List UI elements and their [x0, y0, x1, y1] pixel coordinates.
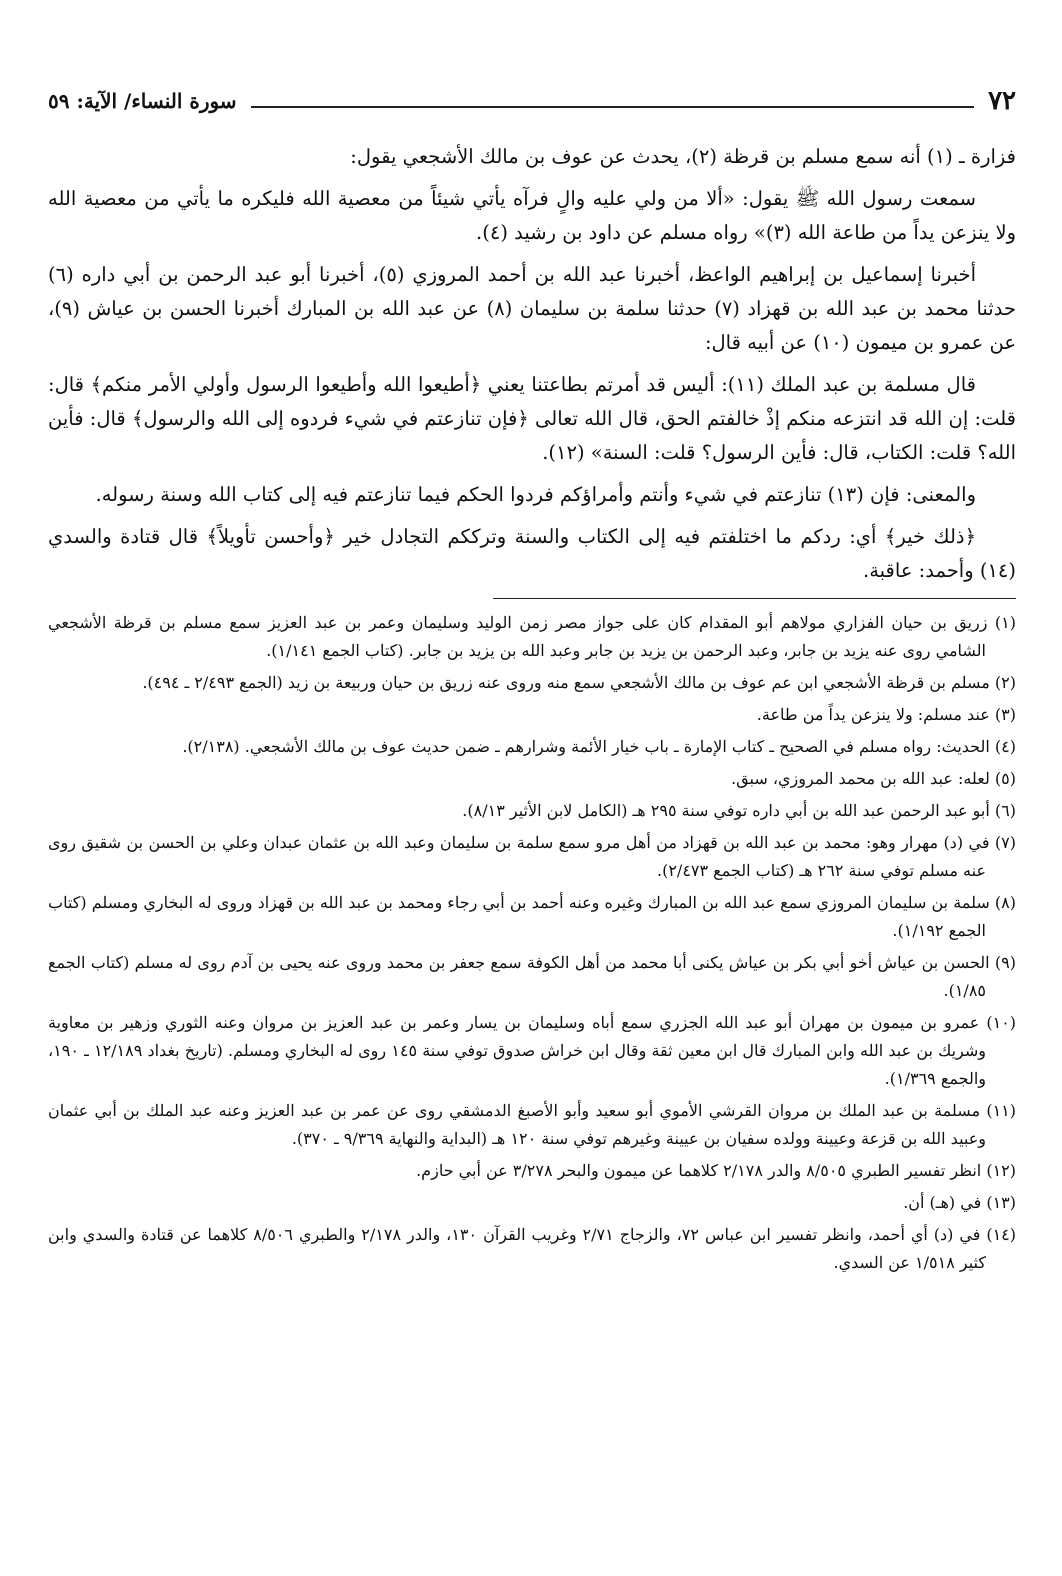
main-text — [48, 140, 1016, 588]
paragraph: والمعنى: فإن (١٣) تنازعتم في شيء وأنتم وأمراؤكم فردوا الحكم فيما تنازعتم فيه إلى كتاب الله وسنة رسوله. — [95, 483, 976, 506]
page-number: ٧٢ — [988, 86, 1016, 116]
footnote: (٣) عند مسلم: ولا ينزعن يداً من طاعة. — [756, 705, 1016, 724]
paragraph: أخبرنا إسماعيل بن إبراهيم الواعظ، أخبرنا عبد الله بن أحمد المروزي (٥)، أخبرنا أبو عبد الرحمن بن أبي داره (٦) حدثنا محمد بن عبد الله بن قهزاد (٧) حدثنا سلمة بن سليمان (٨) عن عبد الله بن المبارك أخبرنا الحسن بن عياش (٩)، عن عمرو بن ميمون (١٠) عن أبيه قال: — [48, 263, 1016, 354]
footnote: (٥) لعله: عبد الله بن محمد المروزي، سبق. — [731, 769, 1016, 788]
footnote: (١٢) انظر تفسير الطبري ٨/٥٠٥ والدر ٢/١٧٨ كلاهما عن ميمون والبحر ٣/٢٧٨ عن أبي حازم. — [416, 1161, 1016, 1180]
footnote-divider — [493, 598, 1016, 599]
footnotes — [48, 609, 1016, 1277]
footnote: (٢) مسلم بن قرظة الأشجعي ابن عم عوف بن مالك الأشجعي سمع منه وروى عنه زريق بن حيان وربيعة بن زيد (الجمع ٢/٤٩٣ ـ ٤٩٤). — [142, 673, 1016, 692]
footnote: (١٣) في (هـ) أن. — [903, 1193, 1016, 1212]
header-rule — [251, 106, 974, 108]
footnote: (١٤) في (د) أي أحمد، وانظر تفسير ابن عباس ٧٢، والزجاج ٢/٧١ وغريب القرآن ١٣٠، والدر ٢/١٧٨ والطبري ٨/٥٠٦ كلاهما عن قتادة والسدي وابن كثير ١/٥١٨ عن السدي. — [48, 1225, 1017, 1272]
footnote: (٦) أبو عبد الرحمن عبد الله بن أبي داره توفي سنة ٢٩٥ هـ (الكامل لابن الأثير ٨/١٣). — [462, 801, 1016, 820]
running-title: سورة النساء/ الآية: ٥٩ — [48, 89, 237, 113]
footnote: (٧) في (د) مهرار وهو: محمد بن عبد الله بن قهزاد من أهل مرو سمع سلمة بن سليمان وعبد الله بن عثمان عبدان وعلي بن الحسن بن شقيق روى عنه مسلم توفي سنة ٢٦٢ هـ (كتاب الجمع ٢/٤٧٣). — [48, 833, 1016, 880]
footnote: (٨) سلمة بن سليمان المروزي سمع عبد الله بن المبارك وغيره وعنه أحمد بن أبي رجاء ومحمد بن عبد الله بن قهزاد وروى له البخاري ومسلم (كتاب الجمع ١/١٩٢). — [48, 893, 1017, 940]
paragraph: فزارة ـ (١) أنه سمع مسلم بن قرظة (٢)، يحدث عن عوف بن مالك الأشجعي يقول: — [350, 145, 1016, 168]
paragraph: ﴿ذلك خير﴾ أي: ردكم ما اختلفتم فيه إلى الكتاب والسنة وترككم التجادل خير ﴿وأحسن تأويلاً﴾ قال قتادة والسدي (١٤) وأحمد: عاقبة. — [48, 525, 1016, 582]
paragraph: سمعت رسول الله ﷺ يقول: «ألا من ولي عليه والٍ فرآه يأتي شيئاً من معصية الله فليكره ما يأتي من معصية الله ولا ينزعن يداً من طاعة الله (٣)» رواه مسلم عن داود بن رشيد (٤). — [48, 187, 1016, 244]
footnote: (١) زريق بن حيان الفزاري مولاهم أبو المقدام كان على جواز مصر زمن الوليد وسليمان وعمر بن عبد العزيز سمع مسلم بن قرظة الأشجعي الشامي روى عنه يزيد بن جابر، وعبد الرحمن بن يزيد بن جابر وعبد الله بن يزيد بن جابر. (كتاب الجمع ١/١٤١). — [48, 613, 1016, 660]
footnote: (١٠) عمرو بن ميمون بن مهران أبو عبد الله الجزري سمع أباه وسليمان بن يسار وعمر بن عبد العزيز بن مروان وعنه الثوري وزهير بن معاوية وشريك بن عبد الله وابن المبارك قال ابن معين ثقة وقال ابن خراش صدوق توفي سنة ١٤٥ روى له البخاري ومسلم. (تاريخ بغداد ١٢/١٨٩ ـ ١٩٠، والجمع ١/٣٦٩). — [48, 1013, 1016, 1088]
footnote: (٩) الحسن بن عياش أخو أبي بكر بن عياش يكنى أبا محمد من أهل الكوفة سمع جعفر بن محمد وروى عنه يحيى بن آدم روى له مسلم (كتاب الجمع ١/٨٥). — [48, 953, 1016, 1000]
page-header — [48, 84, 1016, 118]
footnote: (١١) مسلمة بن عبد الملك بن مروان القرشي الأموي أبو سعيد وأبو الأصبغ الدمشقي روى عن عمر بن عبد العزيز وعنه عبد الملك بن أبي عثمان وعبيد الله بن قزعة وعيينة وولده سفيان بن عيينة وغيرهم توفي سنة ١٢٠ هـ (البداية والنهاية ٩/٣٦٩ ـ ٣٧٠). — [48, 1101, 1017, 1148]
footnote: (٤) الحديث: رواه مسلم في الصحيح ـ كتاب الإمارة ـ باب خيار الأئمة وشرارهم ـ ضمن حديث عوف بن مالك الأشجعي. (٢/١٣٨). — [182, 737, 1016, 756]
paragraph: قال مسلمة بن عبد الملك (١١): أليس قد أمرتم بطاعتنا يعني ﴿أطيعوا الله وأطيعوا الرسول وأولي الأمر منكم﴾ قال: قلت: إن الله قد انتزعه منكم إذْ خالفتم الحق، قال الله تعالى ﴿فإن تنازعتم في شيء فردوه إلى الله والرسول﴾ قال: فأين الله؟ قلت: الكتاب، قال: فأين الرسول؟ قلت: السنة» (١٢). — [48, 373, 1017, 464]
